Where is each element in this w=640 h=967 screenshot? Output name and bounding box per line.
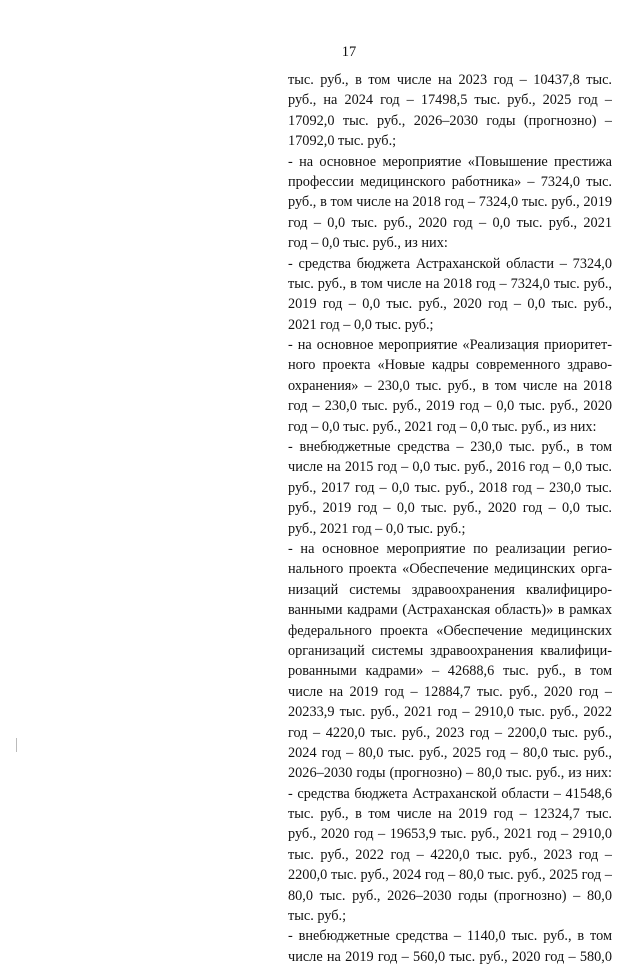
text-line: руб., в том числе на 2018 год – 7324,0 тыс. руб., 2019 <box>288 194 612 211</box>
text-line: - на основное мероприятие «Повышение престижа <box>288 153 612 170</box>
text-line: числе на 2019 год – 560,0 тыс. руб., 2020 год – 580,0 <box>288 948 612 965</box>
text-line: числе на 2015 год – 0,0 тыс. руб., 2016 год – 0,0 тыс. <box>288 459 612 476</box>
text-line: тыс. руб., 2022 год – 4220,0 тыс. руб., 2023 год – <box>288 846 612 863</box>
text-line: 2019 год – 0,0 тыс. руб., 2020 год – 0,0 тыс. руб., <box>288 296 612 313</box>
text-line: охранения» – 230,0 тыс. руб., в том числе на 2018 <box>288 377 612 394</box>
text-line: ванными кадрами (Астраханская область)» в рамках <box>288 602 612 619</box>
text-line: руб., 2019 год – 0,0 тыс. руб., 2020 год – 0,0 тыс. <box>288 500 612 517</box>
text-line: год – 4220,0 тыс. руб., 2023 год – 2200,0 тыс. руб., <box>288 724 612 741</box>
text-line: низаций системы здравоохранения квалифициро- <box>288 581 612 598</box>
text-line: - средства бюджета Астраханской области – 41548,6 <box>288 785 612 802</box>
text-line: - на основное мероприятие по реализации регио- <box>288 540 612 557</box>
text-line: 17092,0 тыс. руб., 2026–2030 годы (прогнозно) – <box>288 112 612 129</box>
text-line: 2021 год – 0,0 тыс. руб.; <box>288 316 434 333</box>
text-line: ного проекта «Новые кадры современного здраво- <box>288 357 612 374</box>
text-line: нального проекта «Обеспечение медицинских орга- <box>288 561 612 578</box>
text-line: руб., на 2024 год – 17498,5 тыс. руб., 2025 год – <box>288 92 612 109</box>
text-line: руб., 2017 год – 0,0 тыс. руб., 2018 год – 230,0 тыс. <box>288 479 612 496</box>
text-line: - внебюджетные средства – 230,0 тыс. руб., в том <box>288 439 612 456</box>
text-line: - средства бюджета Астраханской области – 7324,0 <box>288 255 612 272</box>
margin-mark <box>16 738 17 752</box>
text-line: 2026–2030 годы (прогнозно) – 80,0 тыс. руб., из них: <box>288 765 612 782</box>
text-line: тыс. руб., в том числе на 2018 год – 7324,0 тыс. руб., <box>288 275 612 292</box>
text-line: числе на 2019 год – 12884,7 тыс. руб., 2020 год – <box>288 683 612 700</box>
text-line: руб., 2020 год – 19653,9 тыс. руб., 2021 год – 2910,0 <box>288 826 612 843</box>
text-line: 2024 год – 80,0 тыс. руб., 2025 год – 80,0 тыс. руб., <box>288 744 612 761</box>
text-line: год – 0,0 тыс. руб., 2020 год – 0,0 тыс. руб., 2021 <box>288 214 612 231</box>
text-line: год – 0,0 тыс. руб., 2021 год – 0,0 тыс. руб., из них: <box>288 418 597 435</box>
text-line: 2200,0 тыс. руб., 2024 год – 80,0 тыс. руб., 2025 год – <box>288 867 612 884</box>
text-line: год – 0,0 тыс. руб., из них: <box>288 235 448 252</box>
text-line: тыс. руб.; <box>288 908 347 925</box>
page-number: 17 <box>341 44 357 60</box>
text-line: 20233,9 тыс. руб., 2021 год – 2910,0 тыс. руб., 2022 <box>288 704 612 721</box>
text-line: - внебюджетные средства – 1140,0 тыс. руб., в том <box>288 928 612 945</box>
body-text-column <box>288 70 612 967</box>
text-line: организаций системы здравоохранения квалифици- <box>288 642 612 659</box>
text-line: тыс. руб., в том числе на 2023 год – 10437,8 тыс. <box>288 72 612 88</box>
text-line: рованными кадрами» – 42688,6 тыс. руб., в том <box>288 663 612 680</box>
text-line: год – 230,0 тыс. руб., 2019 год – 0,0 тыс. руб., 2020 <box>288 398 612 415</box>
text-line: 80,0 тыс. руб., 2026–2030 годы (прогнозно) – 80,0 <box>288 887 612 904</box>
text-line: - на основное мероприятие «Реализация приоритет- <box>288 337 612 354</box>
text-line: 17092,0 тыс. руб.; <box>288 133 397 150</box>
text-line: тыс. руб., в том числе на 2019 год – 12324,7 тыс. <box>288 806 612 823</box>
text-line: федерального проекта «Обеспечение медицинских <box>288 622 612 639</box>
text-line: руб., 2021 год – 0,0 тыс. руб.; <box>288 520 466 537</box>
text-line: профессии медицинского работника» – 7324,0 тыс. <box>288 173 612 190</box>
